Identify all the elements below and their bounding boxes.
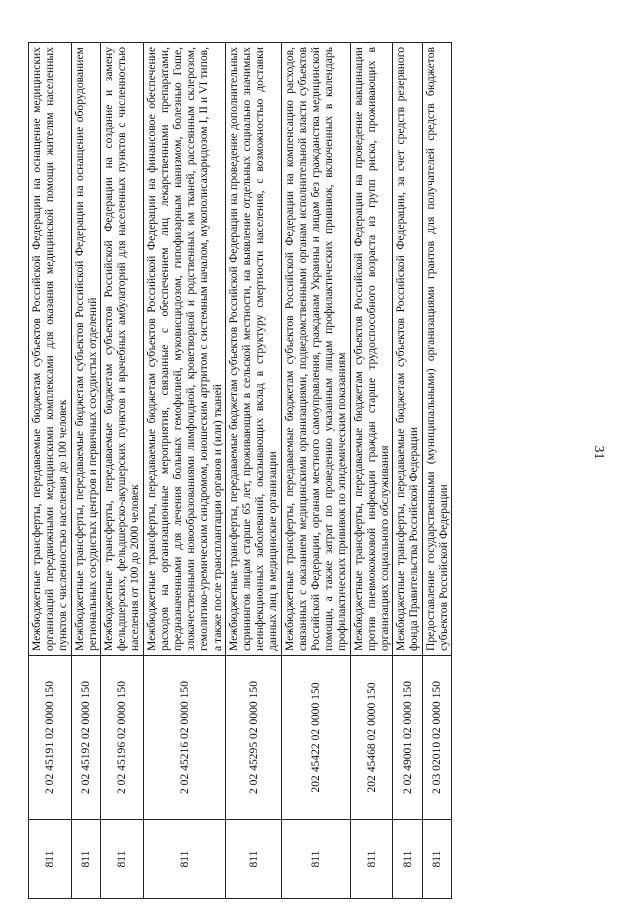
revenue-name-cell: Межбюджетные трансферты, передаваемые бюджетам субъектов Российской Федерации на оснащение медицинских организаций передвижными медицинскими комплексами для оказания медицинской помощи жителям населенных пунктов с численностью населения до 100 человек — [29, 43, 72, 656]
budget-classification-code-cell: 2 02 49001 02 0000 150 — [393, 656, 422, 820]
table-row — [71, 43, 100, 899]
table-row — [29, 43, 72, 899]
admin-code-cell: 811 — [422, 820, 451, 899]
budget-classification-code-cell: 202 45468 02 0000 150 — [350, 656, 393, 820]
table-row — [422, 43, 451, 899]
admin-code-cell: 811 — [225, 820, 281, 899]
revenue-name-cell: Межбюджетные трансферты, передаваемые бюджетам субъектов Российской Федерации на создание и замену фельдшерских, фельдшерско-акушерских пунктов и врачебных амбулаторий для населенных пунктов с численностью населения от 100 до 2000 человек — [101, 43, 144, 656]
admin-code-cell: 811 — [71, 820, 100, 899]
table-row — [350, 43, 393, 899]
revenue-name-cell: Межбюджетные трансферты, передаваемые бюджетам субъектов Российской Федерации, за счет средств резервного фонда Правительства Российской Федерации — [393, 43, 422, 656]
revenue-name-cell: Межбюджетные трансферты, передаваемые бюджетам субъектов Российской Федерации на проведение вакцинации против пневмококковой инфекции граждан старше трудоспособного возраста из групп риска, проживающих в организациях социального обслуживания — [350, 43, 393, 656]
budget-classification-code-cell: 2 02 45216 02 0000 150 — [143, 656, 225, 820]
revenue-name-cell: Предоставление государственными (муниципальными) организациями грантов для получателей средств бюджетов субъектов Российской Федерации — [422, 43, 451, 656]
revenue-name-cell: Межбюджетные трансферты, передаваемые бюджетам субъектов Российской Федерации на проведение дополнительных скринингов лицам старше 65 лет, проживающим в сельской местности, на выявление отдельных социально значимых неинфекционных заболеваний, оказывающих вклад в структуру смертности населения, с возможностью доставки данных лиц в медицинские организации — [225, 43, 281, 656]
table-row — [281, 43, 350, 899]
admin-code-cell: 811 — [143, 820, 225, 899]
budget-classification-code-cell: 2 02 45191 02 0000 150 — [29, 656, 72, 820]
revenue-name-cell: Межбюджетные трансферты, передаваемые бюджетам субъектов Российской Федерации на оснащение оборудованием региональных сосудистых центров и первичных сосудистых отделений — [71, 43, 100, 656]
table-body — [29, 43, 452, 899]
budget-classification-code-cell: 2 02 45295 02 0000 150 — [225, 656, 281, 820]
budget-code-table — [28, 42, 452, 899]
admin-code-cell: 811 — [101, 820, 144, 899]
admin-code-cell: 811 — [350, 820, 393, 899]
admin-code-cell: 811 — [393, 820, 422, 899]
budget-classification-code-cell: 2 02 45192 02 0000 150 — [71, 656, 100, 820]
revenue-name-cell: Межбюджетные трансферты, передаваемые бюджетам субъектов Российской Федерации на финансовое обеспечение расходов на организационные мероприятия, связанные с обеспечением лиц лекарственными препаратами, предназначенными для лечения больных гемофилией, муковисцидозом, гипофизарным нанизмом, болезнью Гоше, злокачественными новообразованиями лимфоидной, кроветворной и родственных им тканей, рассеянным склерозом, гемолитико-уремическим синдромом, юношеским артритом с системным началом, мукополисахаридозом I, II и VI типов, а также после трансплантации органов и (или) тканей — [143, 43, 225, 656]
budget-classification-code-cell: 2 02 45196 02 0000 150 — [101, 656, 144, 820]
table-row — [143, 43, 225, 899]
table-row — [393, 43, 422, 899]
table-row — [225, 43, 281, 899]
page-number: 31 — [591, 445, 606, 460]
table-row — [101, 43, 144, 899]
budget-classification-code-cell: 202 45422 02 0000 150 — [281, 656, 350, 820]
admin-code-cell: 811 — [281, 820, 350, 899]
budget-classification-code-cell: 2 03 02010 02 0000 150 — [422, 656, 451, 820]
admin-code-cell: 811 — [29, 820, 72, 899]
revenue-name-cell: Межбюджетные трансферты, передаваемые бюджетам субъектов Российской Федерации на компенсацию расходов, связанных с оказанием медицинскими организациями, подведомственными органам исполнительной власти субъектов Российской Федерации, органам местного самоуправления, гражданам Украины и лицам без гражданства медицинской помощи, а также затрат по проведению указанным лицам профилактических прививок, включенных в календарь профилактических прививок по эпидемическим показаниям — [281, 43, 350, 656]
